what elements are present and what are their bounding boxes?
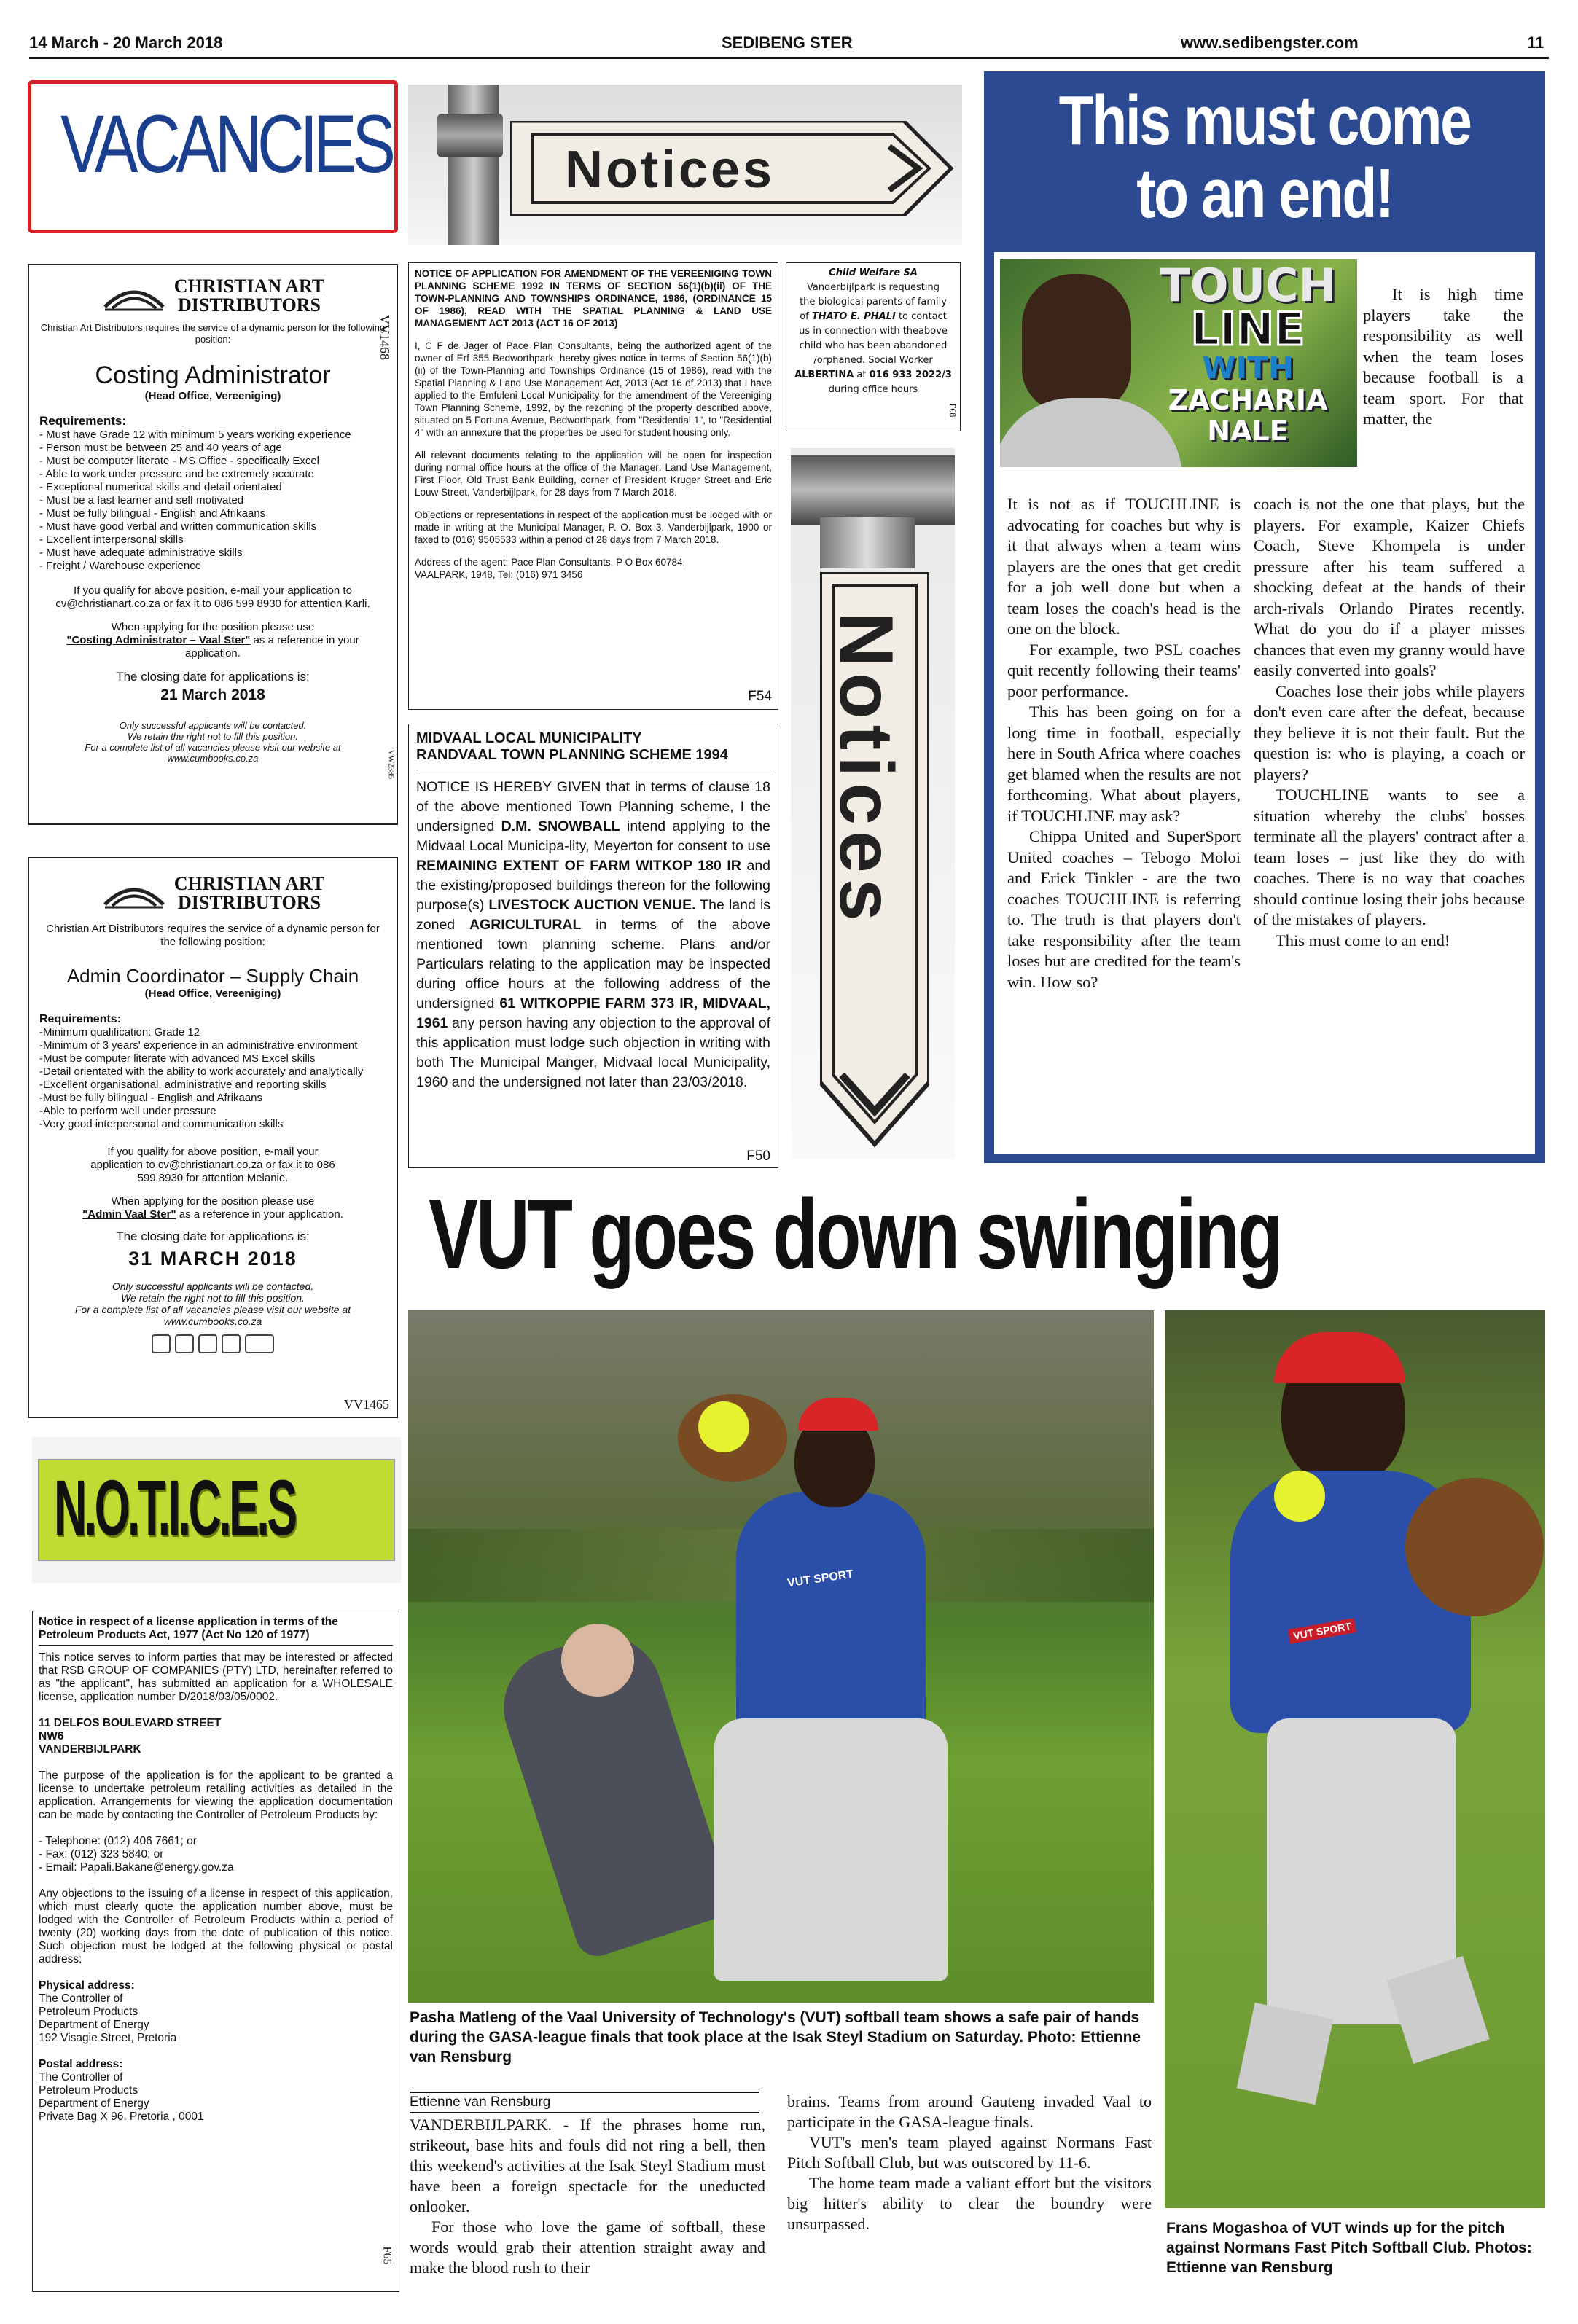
requirement-item: - Must be computer literate - MS Office - specifically Excel — [39, 455, 320, 467]
ad-intro: Christian Art Distributors requires the service of a dynamic person for the following position: — [40, 322, 386, 345]
requirement-item: -Must be fully bilingual - English and Afrikaans — [39, 1092, 262, 1104]
requirement-item: -Detail orientated with the ability to work accurately and analytically — [39, 1065, 364, 1078]
zoning: AGRICULTURAL — [469, 917, 582, 933]
facebook-icon — [198, 1334, 217, 1353]
column-headline-line-1: This must come — [1058, 82, 1471, 160]
column-right-top: It is high time players take the responsibility as well when the team loses because football is a team sport. For that matter, the — [1363, 285, 1523, 428]
notice-line-3c: to contact — [895, 311, 947, 322]
book-icon — [101, 875, 167, 912]
logo-line-4: ZACHARIA — [1168, 384, 1328, 416]
notice-line-5: child who has been abandoned — [799, 340, 948, 351]
notice-line-7b: at — [854, 369, 870, 380]
notice-title: Notice in respect of a license application in terms of the Petroleum Products Act, 1977 (Act No 120 of 1977) — [39, 1616, 338, 1641]
reference-code: "Admin Vaal Ster" — [82, 1208, 176, 1221]
header-rule — [29, 57, 1549, 59]
notice-paragraph-3: Any objections to the issuing of a license in respect of this application, which must clearly quote the application number above, must be lodged with the Controller of Petroleum Products within a period of twenty (20) working days from the date of publication of this notice. Such objection must be lodged at the following physical or postal address: — [39, 1887, 393, 1965]
column-headline-line-2: to an end! — [1136, 154, 1393, 232]
company-name-2: DISTRIBUTORS — [177, 294, 321, 316]
requirement-item: -Very good interpersonal and communication skills — [39, 1118, 284, 1130]
logo-line-3: WITH — [1202, 350, 1294, 386]
requirement-item: -Excellent organisational, administrative and reporting skills — [39, 1079, 327, 1091]
email-icon — [175, 1334, 194, 1353]
ad-footer-1: Only successful applicants will be contacted. — [119, 720, 307, 731]
contact-email: - Email: Papali.Bakane@energy.gov.za — [39, 1861, 234, 1874]
book-icon — [101, 278, 167, 314]
position-location: (Head Office, Vereeniging) — [144, 390, 281, 402]
requirement-item: -Able to perform well under pressure — [39, 1105, 216, 1117]
requirements-list — [39, 429, 386, 573]
column-paragraph: This has been going on for a long time in football, especially here in South Africa where coaches get blamed when the results are not forthcoming. What about players, if TOUCHLINE may ask? — [1007, 703, 1241, 825]
notice-line-2: the biological parents of family — [800, 297, 947, 308]
notice-code: F54 — [748, 689, 772, 704]
reference-suffix: as a reference in your application. — [185, 634, 359, 660]
article-byline: Ettienne van Rensburg — [410, 2092, 759, 2113]
ad-footer-3: For a complete list of all vacancies please visit our website at www.cumbooks.co.za — [85, 742, 341, 764]
social-icons — [39, 1334, 386, 1353]
vacancies-banner — [28, 80, 398, 233]
notice-body — [416, 778, 770, 1092]
notice-line-6: /orphaned. Social Worker — [813, 355, 933, 366]
notice-paragraph-1: I, C F de Jager of Pace Plan Consultants, being the authorized agent of the owner of Erf 355 Bedworthpark, hereby gives notice in terms of Section 56(1)(b)(ii) of the Town-Planning and Townships Ordinance (15 of 1986), read with the Spatial Planning & Land Use Management Act, 2013 (Act 16 of 2013) that I have applied to the Emfuleni Local Municipality for the amendment of the Vereeniging Town Planning Scheme, 1992, by the rezoning of the property described above, situated on 5 Fortuna Avenue, Bedworthpark, from "Residential 1", to "Residential 4" with an annexure that the properties be used for student housing only. — [415, 340, 772, 438]
social-worker-name: ALBERTINA — [794, 369, 854, 380]
applicant-address: 61 WITKOPPIE FARM 373 IR, MIDVAAL, 1961 — [416, 995, 770, 1031]
physical-address — [39, 1992, 393, 2045]
notice-title: NOTICE OF APPLICATION FOR AMENDMENT OF THE VEREENIGING TOWN PLANNING SCHEME 1992 IN TERMS OF SECTION 56(1)(b)(ii) OF THE TOWN-PLANNING AND TOWNSHIPS ORDINANCE, 1986, (ORDINANCE 15 OF 1986), READ WITH THE SPATIAL PLANNING & LAND USE MANAGEMENT ACT 2013 (ACT 16 OF 2013) — [415, 268, 772, 329]
photo-caption-main: Pasha Matleng of the Vaal University of Technology's (VUT) softball team shows a safe pair of hands during the GASA-league finals that took place at the Isak Steyl Stadium on Saturday. Photo: Ettienne van Rensburg — [410, 2009, 1141, 2065]
youtube-icon — [245, 1334, 274, 1353]
column-paragraph: TOUCHLINE wants to see a situation whereby the clubs' bosses terminate all the players' contract after a team loses – just like they do with coaches. There is no way that coaches should continue losing their jobs because of the mistakes of players. — [1254, 786, 1525, 928]
article-paragraph: VANDERBIJLPARK. - If the phrases home run, strikeout, base hits and fouls did not ring a bell, then this weekend's activities at the Isak Steyl Stadium must have been a foreign spectacle for the uneducted onlooker. — [410, 2116, 765, 2215]
glove — [1405, 1478, 1544, 1616]
notice-text: The land is zoned — [416, 897, 771, 933]
notice-title-1: MIDVAAL LOCAL MUNICIPALITY — [416, 730, 642, 746]
closing-date: 21 March 2018 — [160, 686, 265, 703]
column-paragraph: Chippa United and SuperSport United coaches – Tebogo Moloi and Erick Tinkler - are the two coaches TOUCHLINE is referring to. The truth is that players don't take responsibility after the team loses but are credited for the team's win. How so? — [1007, 827, 1241, 991]
requirement-item: -Must be computer literate with advanced MS Excel skills — [39, 1052, 316, 1065]
reference-code: "Costing Administrator – Vaal Ster" — [66, 634, 251, 646]
reference-prefix: When applying for the position please use — [111, 621, 315, 633]
reference-prefix: When applying for the position please use — [111, 1195, 315, 1208]
notice-text: intend applying to the Midvaal Local Municipa-lity, Meyerton for consent to use — [416, 818, 770, 854]
article-paragraph: The home team made a valiant effort but the visitors big hitter's ability to clear the boundry were unsurpassed. — [787, 2174, 1152, 2233]
child-welfare-notice — [786, 262, 961, 431]
article-paragraph: brains. Teams from around Gauteng invaded Vaal to participate in the GASA-league finals. — [787, 2092, 1152, 2131]
midvaal-planning-notice — [408, 724, 778, 1168]
christian-art-logo — [39, 875, 386, 912]
requirement-item: - Freight / Warehouse experience — [39, 560, 202, 572]
softball — [1274, 1471, 1325, 1522]
column-paragraph: coach is not the one that plays, but the players. For example, Kaizer Chiefs Coach, Steve Khompela is under pressure after his team suffered a shocking defeat at the hands of their arch-rivals Orlando Pirates recently. What do you do if a player misses chances that even my granny would have easily converted into goals? — [1254, 495, 1525, 679]
article-column-2 — [787, 2092, 1152, 2234]
position-title: Admin Coordinator – Supply Chain — [66, 965, 359, 987]
company-name: CHRISTIAN ART — [173, 275, 325, 297]
christian-art-logo — [39, 277, 386, 315]
company-name-2: DISTRIBUTORS — [177, 892, 321, 913]
requirement-item: -Minimum of 3 years' experience in an administrative environment — [39, 1039, 358, 1052]
requirement-item: - Must have adequate administrative skills — [39, 547, 243, 559]
vacancy-ad-admin — [28, 857, 398, 1418]
ad-footer-2: We retain the right not to fill this position. — [128, 731, 298, 742]
address-line: The Controller of — [39, 2071, 123, 2084]
requirement-item: - Able to work under pressure and be extremely accurate — [39, 468, 314, 480]
contact-number: 016 933 2022/3 — [869, 369, 952, 380]
notice-line-1: Vanderbijlpark is requesting — [806, 282, 940, 293]
notice-paragraph-2: The purpose of the application is for the applicant to be granted a license to undertake petroleum retailing activities as detailed in the application. Arrangements for viewing the application documentation can be made by contacting the Controller of Petroleum Products by: — [39, 1769, 393, 1821]
notice-line-8: during office hours — [828, 384, 918, 395]
ad-footer-3: For a complete list of all vacancies please visit our website at www.cumbooks.co.za — [74, 1304, 351, 1327]
requirement-item: - Must be a fast learner and self motivated — [39, 494, 244, 506]
notice-title: Child Welfare SA — [829, 267, 918, 278]
requirement-item: - Must have Grade 12 with minimum 5 years working experience — [39, 429, 351, 441]
logo-line-1: TOUCH — [1159, 259, 1337, 312]
notice-code: F68 — [948, 403, 958, 418]
notice-text: NOTICE IS HEREBY GIVEN that in terms of clause 18 of the above mentioned Town Planning scheme, I the undersigned — [416, 779, 770, 834]
company-name: CHRISTIAN ART — [173, 873, 325, 894]
softball-catch-photo — [408, 1310, 1154, 2003]
closing-date: 31 MARCH 2018 — [128, 1248, 297, 1269]
address-line: Petroleum Products — [39, 2006, 138, 2018]
address-line: 192 Visagie Street, Pretoria — [39, 2032, 177, 2044]
notices-sign-text: Notices — [565, 141, 776, 199]
ad-footer-1: Only successful applicants will be contacted. — [112, 1280, 314, 1292]
address-line: Department of Energy — [39, 2097, 149, 2110]
notice-code: F50 — [746, 1149, 770, 1164]
requirements-list — [39, 1026, 386, 1131]
petroleum-license-notice — [32, 1611, 399, 2292]
column-paragraph: For example, two PSL coaches quit recently following their teams' poor performance. — [1007, 640, 1241, 700]
postal-address — [39, 2071, 393, 2124]
notice-paragraph-1: This notice serves to inform parties that may be interested or affected that RSB GROUP OF COMPANIES (PTY) LTD, hereinafter referred to as "the applicant", has submitted an application for a WHOLESALE license, application number D/2018/03/05/0002. — [39, 1651, 393, 1703]
ad-footer-2: We retain the right not to fill this position. — [121, 1292, 305, 1304]
notices-vertical-text: Notices — [824, 612, 908, 927]
contact-telephone: - Telephone: (012) 406 7661; or — [39, 1835, 197, 1847]
site-address-2: NW6 — [39, 1730, 64, 1742]
notice-line-4: us in connection with theabove — [799, 326, 948, 337]
article-paragraph: VUT's men's team played against Normans Fast Pitch Softball Club, but was outscored by 11-6. — [787, 2133, 1152, 2172]
column-headline — [1039, 82, 1490, 232]
closing-label: The closing date for applications is: — [116, 1229, 310, 1243]
postal-address-title: Postal address: — [39, 2058, 123, 2070]
touchline-column — [984, 71, 1545, 1163]
paper-url: www.sedibengster.com — [1181, 34, 1359, 52]
apply-instructions: If you qualify for above position, e-mail your application to cv@christianart.co.za or fax it to 086 599 8930 for attention Melanie. — [90, 1146, 335, 1184]
ad-code-2: VW2385 — [386, 749, 395, 779]
notice-code: F65 — [380, 2246, 394, 2265]
softball-pitch-photo — [1165, 1310, 1545, 2208]
logo-line-5: NALE — [1207, 415, 1289, 447]
site-address-3: VANDERBIJLPARK — [39, 1743, 141, 1756]
reference-suffix: as a reference in your application. — [176, 1208, 343, 1221]
softball — [698, 1401, 749, 1452]
touchline-logo — [1142, 259, 1354, 447]
notice-paragraph-3: Objections or representations in respect of the application must be lodged with or made in writing at the Municipal Manager, P. O. Box 3, Vanderbijlpark, 1900 or faxed to (016) 9505533 within a period of 28 days from 7 March 2018. — [415, 509, 772, 545]
columnist-photo — [1000, 259, 1357, 467]
column-right — [1254, 494, 1525, 951]
address-line: Department of Energy — [39, 2019, 149, 2031]
column-left — [1007, 494, 1241, 993]
article-paragraph: For those who love the game of softball, these words would grab their attention straight away and make the blood rush to their — [410, 2218, 765, 2277]
requirements-title: Requirements: — [39, 414, 127, 428]
jersey-text: VUT SPORT — [1288, 1618, 1356, 1644]
address-line: Petroleum Products — [39, 2084, 138, 2097]
notices-vertical-sign-photo — [791, 448, 955, 1159]
requirement-item: - Must be fully bilingual - English and Afrikaans — [39, 507, 266, 520]
notice-text: and the existing/proposed buildings thereon for the following purpose(s) — [416, 858, 771, 913]
requirement-item: - Person must be between 25 and 40 years of age — [39, 442, 282, 454]
column-paragraph: This must come to an end! — [1276, 931, 1450, 950]
notice-text: any person having any objection to the approval of this application must lodge such objection in writing with both The Municipal Manger, Midvaal local Municipality, 1960 and the undersigned not later than 23/03/2018. — [416, 1015, 770, 1090]
page-number: 11 — [1527, 34, 1544, 52]
notice-line-3a: of — [800, 311, 812, 322]
notices-sign-photo — [408, 85, 962, 245]
property-name: REMAINING EXTENT OF FARM WITKOP 180 IR — [416, 858, 741, 874]
address-line: Private Bag X 96, Pretoria , 0001 — [39, 2110, 204, 2123]
notice-paragraph-2: All relevant documents relating to the application will be open for inspection during normal office hours at the office of the Manager: Land Use Management, First Floor, Old Trust Bank Building, corner of President Kruger Street and Eric Louw Street, Vanderbijlpark, for 28 days from 7 March 2018. — [415, 450, 772, 498]
requirement-item: - Exceptional numerical skills and detail orientated — [39, 481, 282, 493]
requirement-item: - Excellent interpersonal skills — [39, 533, 184, 546]
town-planning-amendment-notice — [408, 262, 778, 710]
vacancies-title: VACANCIES — [60, 98, 391, 189]
position-location: (Head Office, Vereeniging) — [144, 987, 281, 1000]
ad-intro: Christian Art Distributors requires the service of a dynamic person for the following position: — [46, 923, 380, 948]
address-line: The Controller of — [39, 1992, 123, 2005]
jersey-text: VUT SPORT — [786, 1568, 855, 1590]
family-name: THATO E. PHALI — [811, 311, 896, 322]
column-paragraph: It is not as if TOUCHLINE is advocating for coaches but why is it that always when a team wins players are the ones that get credit for a job well done but when a team loses the coach's head is the one on the block. — [1007, 495, 1241, 638]
contact-fax: - Fax: (012) 323 5840; or — [39, 1848, 164, 1861]
requirement-item: -Minimum qualification: Grade 12 — [39, 1026, 200, 1038]
closing-label: The closing date for applications is: — [116, 670, 310, 684]
article-headline: VUT goes down swinging — [429, 1178, 1281, 1289]
column-paragraph: Coaches lose their jobs while players don't even care after the defeat, because they believe it is not their fault. But the question is: who is playing, a coach or players? — [1254, 681, 1525, 783]
purpose: LIVESTOCK AUCTION VENUE. — [488, 897, 696, 913]
applicant-name: D.M. SNOWBALL — [501, 818, 620, 834]
vacancy-ad-costing — [28, 264, 398, 825]
notices-banner — [32, 1437, 401, 1583]
notice-text: in terms of the above mentioned town planning scheme. Plans and/or Particulars relating to the application may be inspected during office hours at the following address of the undersigned — [416, 917, 770, 1012]
notices-banner-text: N.O.T.I.C.E.S — [54, 1463, 295, 1552]
requirements-title: Requirements: — [39, 1013, 122, 1025]
physical-address-title: Physical address: — [39, 1979, 135, 1992]
ad-code: VV1465 — [344, 1397, 389, 1412]
issue-date: 14 March - 20 March 2018 — [29, 34, 223, 52]
requirement-item: - Must have good verbal and written communication skills — [39, 520, 317, 533]
web-icon — [152, 1334, 171, 1353]
photo-caption-side: Frans Mogashoa of VUT winds up for the pitch against Normans Fast Pitch Softball Club. Photos: Ettienne van Rensburg — [1166, 2220, 1532, 2276]
notice-title-2: RANDVAAL TOWN PLANNING SCHEME 1994 — [416, 747, 728, 763]
article-column-1 — [410, 2115, 765, 2278]
paper-name: SEDIBENG STER — [722, 34, 853, 52]
ad-code: VV1468 — [378, 315, 392, 360]
position-title: Costing Administrator — [95, 361, 331, 389]
site-address-1: 11 DELFOS BOULEVARD STREET — [39, 1717, 222, 1729]
notice-paragraph-4: Address of the agent: Pace Plan Consultants, P O Box 60784, VAALPARK, 1948, Tel: (016) 971 3456 — [415, 557, 686, 580]
twitter-icon — [222, 1334, 241, 1353]
apply-instructions: If you qualify for above position, e-mail your application to cv@christianart.co.za or fax it to 086 599 8930 for attention Karli. — [55, 584, 370, 610]
logo-line-2: LINE — [1190, 302, 1305, 356]
